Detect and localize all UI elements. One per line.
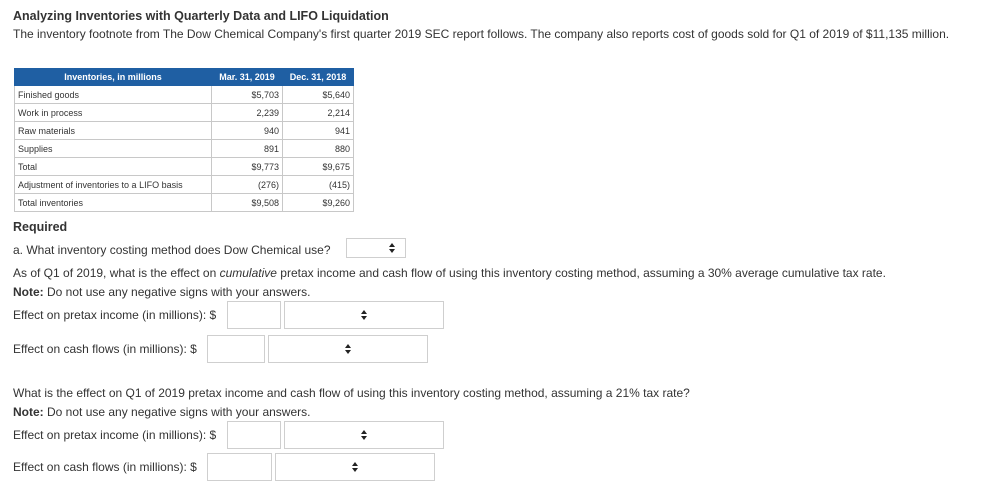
section1-question — [13, 266, 886, 280]
header-label: Inventories, in millions — [15, 69, 212, 86]
inventory-table — [14, 68, 354, 212]
row-value-mar: 2,239 — [212, 104, 283, 122]
section1-cash-input[interactable] — [207, 335, 265, 363]
row-label: Work in process — [15, 104, 212, 122]
updown-arrows-icon — [389, 242, 395, 254]
section1-question-pre: As of Q1 of 2019, what is the effect on — [13, 266, 220, 280]
row-value-dec: $9,260 — [283, 194, 354, 212]
section1-question-em: cumulative — [219, 266, 277, 280]
note-label: Note: — [13, 405, 44, 419]
section2-cash-select[interactable] — [275, 453, 435, 481]
row-value-dec: $9,675 — [283, 158, 354, 176]
table-header-row — [15, 69, 354, 86]
table-row — [15, 194, 354, 212]
row-label: Supplies — [15, 140, 212, 158]
row-value-dec: 880 — [283, 140, 354, 158]
table-row — [15, 86, 354, 104]
table-row — [15, 104, 354, 122]
section1-pretax-input[interactable] — [227, 301, 281, 329]
note-text: Do not use any negative signs with your answers. — [43, 405, 311, 419]
section1-note — [13, 285, 310, 299]
header-dec-2018: Dec. 31, 2018 — [283, 69, 354, 86]
row-value-mar: $9,773 — [212, 158, 283, 176]
row-value-mar: $5,703 — [212, 86, 283, 104]
section2-cash-input[interactable] — [207, 453, 272, 481]
row-label: Total — [15, 158, 212, 176]
table-row — [15, 158, 354, 176]
section2-question: What is the effect on Q1 of 2019 pretax income and cash flow of using this inventory costing method, assuming a 21% tax rate? — [13, 386, 690, 400]
table-row — [15, 122, 354, 140]
costing-method-select[interactable] — [346, 238, 406, 258]
note-label: Note: — [13, 285, 44, 299]
section2-note — [13, 405, 310, 419]
required-heading: Required — [13, 220, 68, 234]
row-value-dec: (415) — [283, 176, 354, 194]
updown-arrows-icon — [361, 310, 367, 322]
updown-arrows-icon — [345, 344, 351, 356]
question-a: a. What inventory costing method does Dow Chemical use? — [13, 243, 331, 257]
row-value-dec: $5,640 — [283, 86, 354, 104]
table-row — [15, 176, 354, 194]
updown-arrows-icon — [361, 430, 367, 442]
row-value-dec: 941 — [283, 122, 354, 140]
row-label: Total inventories — [15, 194, 212, 212]
intro-text: The inventory footnote from The Dow Chemical Company's first quarter 2019 SEC report follows. The company also reports cost of goods sold for Q1 of 2019 of $11,135 million. — [13, 27, 950, 41]
section1-cash-label: Effect on cash flows (in millions): $ — [13, 342, 197, 356]
section2-pretax-label: Effect on pretax income (in millions): $ — [13, 428, 217, 442]
updown-arrows-icon — [352, 462, 358, 474]
section1-pretax-label: Effect on pretax income (in millions): $ — [13, 308, 217, 322]
section1-pretax-select[interactable] — [284, 301, 444, 329]
row-value-dec: 2,214 — [283, 104, 354, 122]
section2-cash-label: Effect on cash flows (in millions): $ — [13, 460, 197, 474]
header-mar-2019: Mar. 31, 2019 — [212, 69, 283, 86]
row-value-mar: 891 — [212, 140, 283, 158]
row-label: Raw materials — [15, 122, 212, 140]
section2-pretax-select[interactable] — [284, 421, 444, 449]
row-label: Finished goods — [15, 86, 212, 104]
row-value-mar: $9,508 — [212, 194, 283, 212]
section1-question-post: pretax income and cash flow of using this inventory costing method, assuming a 30% average cumulative tax rate. — [276, 266, 886, 280]
row-value-mar: 940 — [212, 122, 283, 140]
section1-cash-select[interactable] — [268, 335, 428, 363]
row-value-mar: (276) — [212, 176, 283, 194]
note-text: Do not use any negative signs with your answers. — [43, 285, 311, 299]
table-row — [15, 140, 354, 158]
section2-pretax-input[interactable] — [227, 421, 281, 449]
row-label: Adjustment of inventories to a LIFO basis — [15, 176, 212, 194]
page-title: Analyzing Inventories with Quarterly Data and LIFO Liquidation — [13, 9, 389, 23]
